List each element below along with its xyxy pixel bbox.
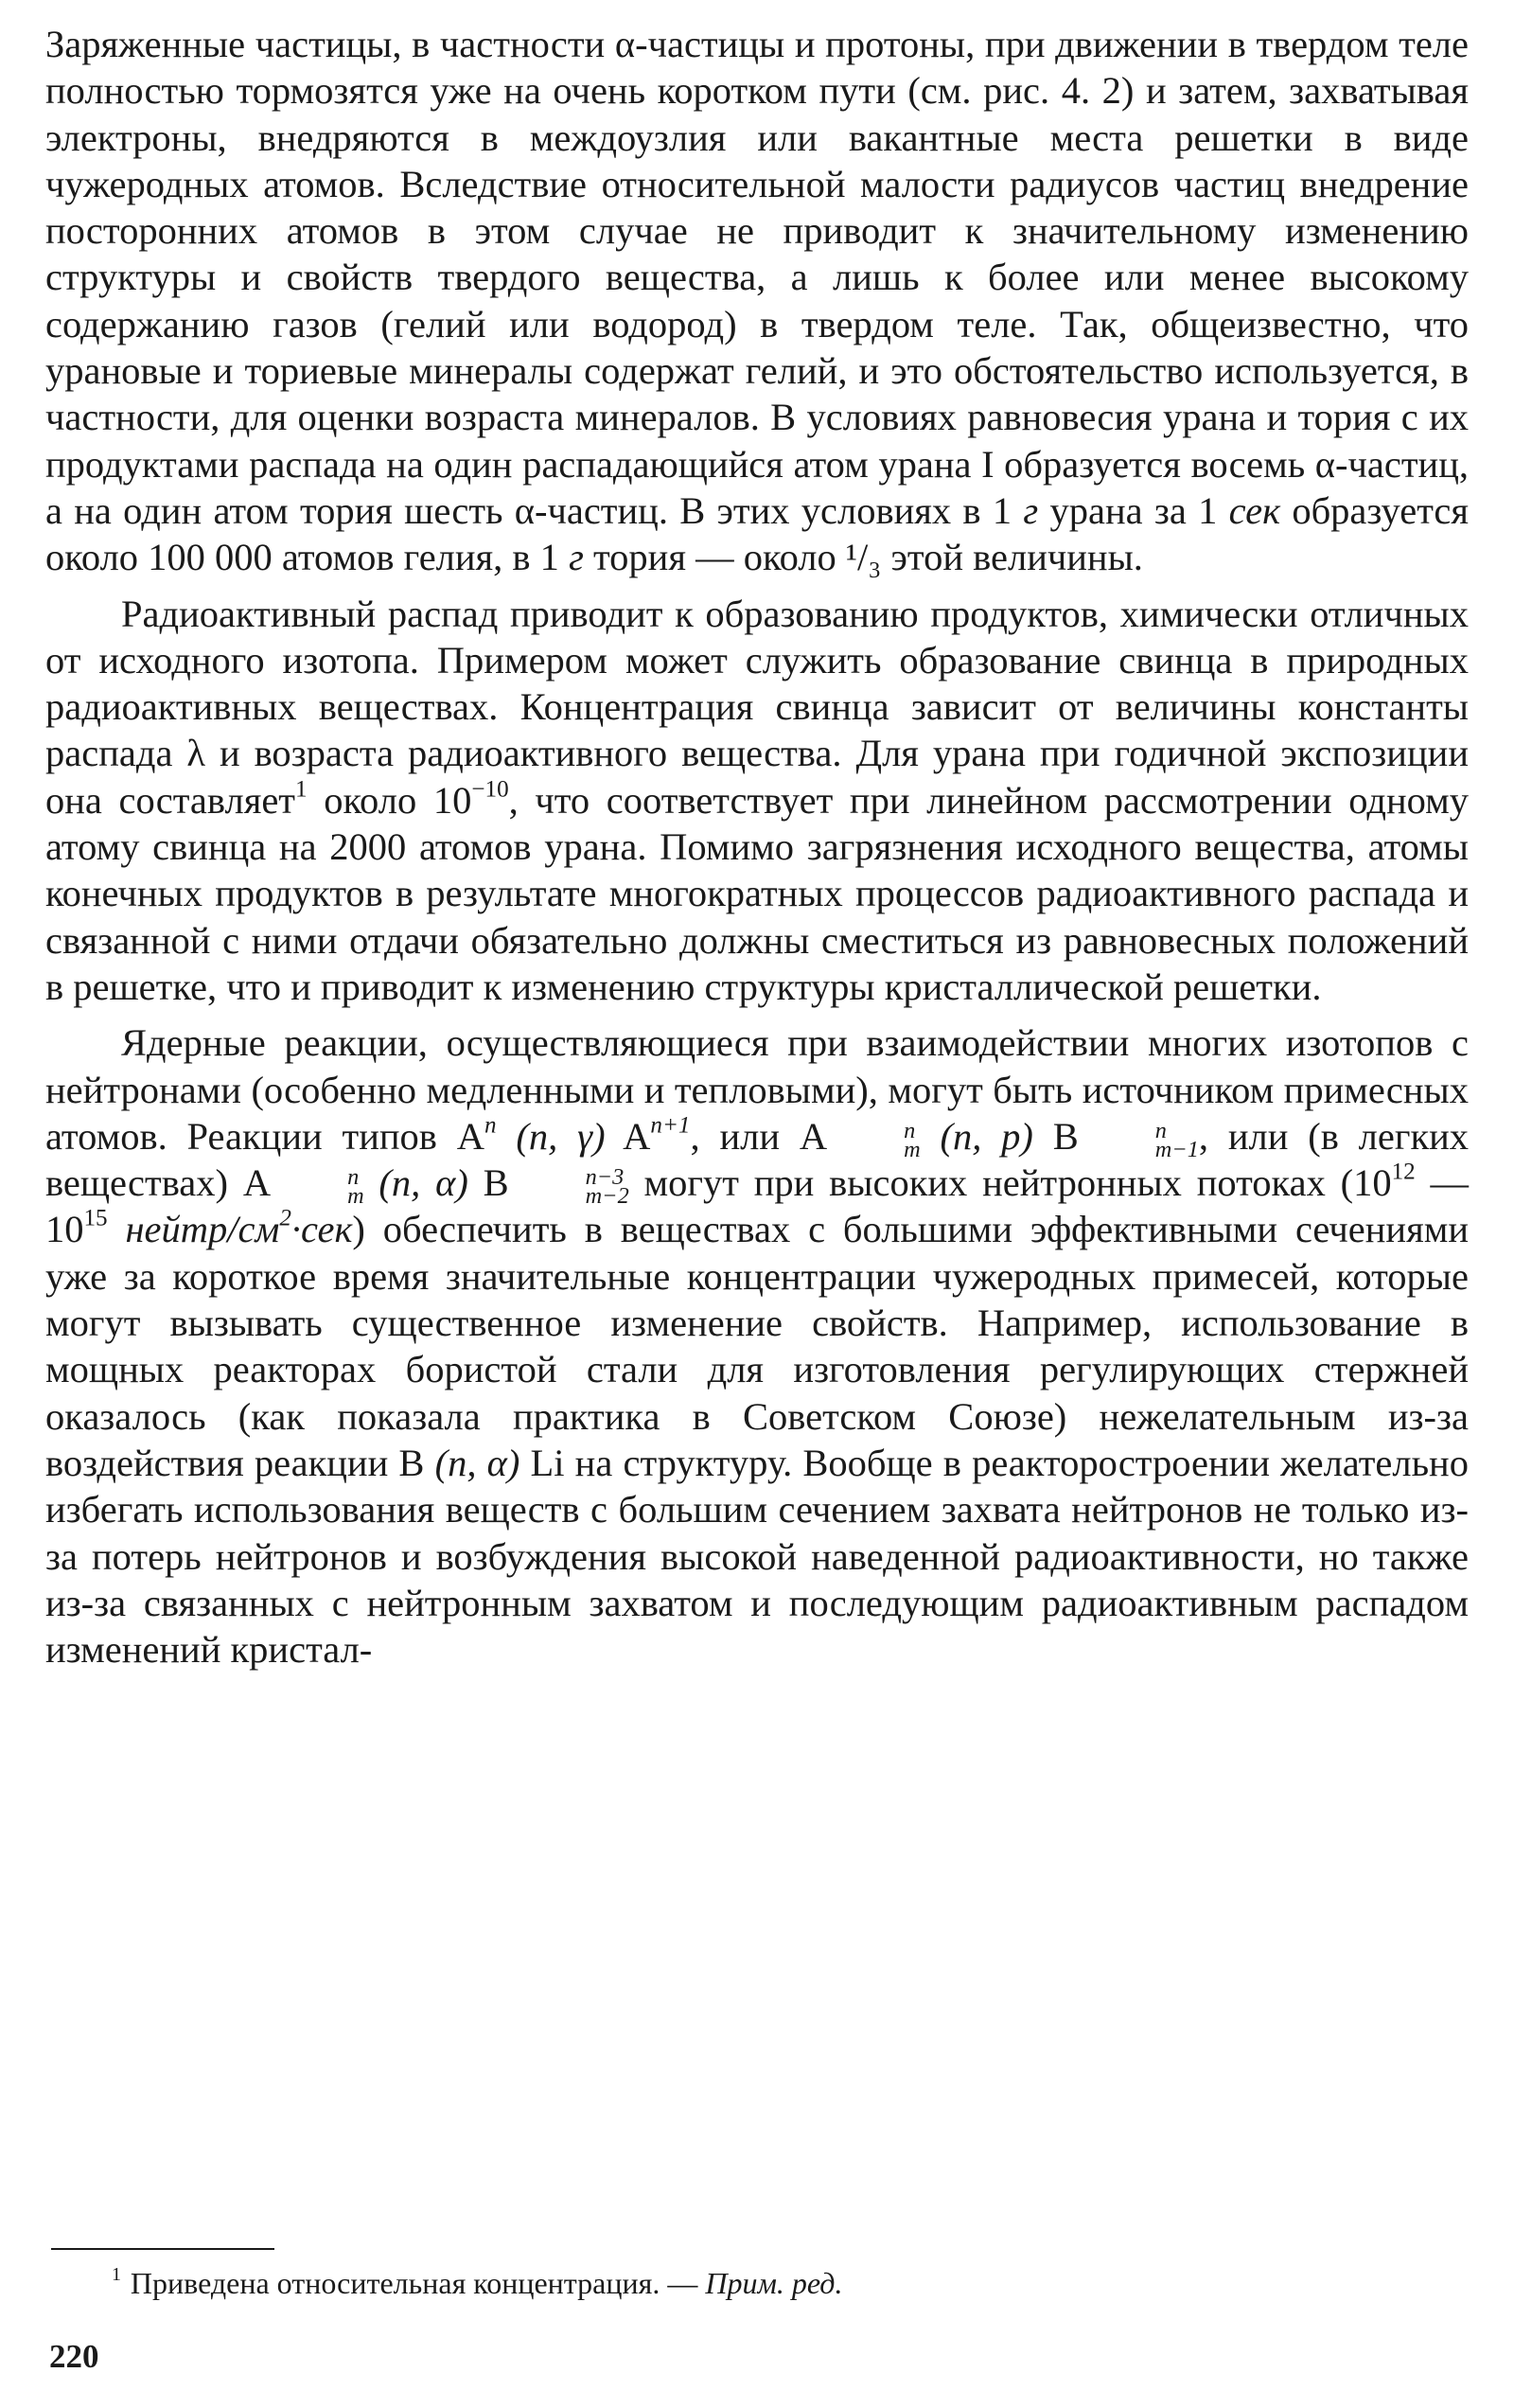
reaction-formula-3: A n m (n, α) B n−3 m−2 <box>242 1161 629 1209</box>
paragraph-text: ) обеспечить в веществах с большими эффективными сечениями уже за короткое время значительные концентрации чужеродных примесей, которые могут вызывать существенное изменение свойств. Например, использование в мощных реакторах бористой стали для изготовления регулирующих стержней оказалось (как показала практика в Советском Союзе) нежелательным из-за воздействия реакции B <box>45 1208 1470 1484</box>
paragraph-text: , что соответствует при линейном рассмотрении одному атому свинца на 2000 атомов урана. Помимо загрязнения исходного вещества, атомы конечных продуктов в результате многократных процессов радиоактивного распада и связанной с ними отдачи обязательно должны сместиться из равновесных положений в решетке, что и приводит к изменению структуры кристаллической решетки. <box>45 778 1470 1008</box>
paragraph-radioactive-decay <box>45 591 1469 1011</box>
paragraph-text: образуется около 100 000 атомов гелия, в 1 <box>45 488 1470 579</box>
paragraph-text: Ядерные реакции, осуществляющиеся при взаимодействии многих изотопов с нейтронами (особенно медленными и тепловыми), могут быть источником примесных атомов. Реакции типов <box>45 1021 1469 1158</box>
footnote-reference: 1 <box>295 776 308 803</box>
footnote-divider <box>51 2248 274 2250</box>
paragraph-text: , или (в легких веществах) <box>45 1114 1470 1205</box>
paragraph-text: Заряженные частицы, в частности α-частицы и протоны, при движении в твердом теле полностью тормозятся уже на очень коротком пути (см. рис. 4. 2) и затем, захватывая электроны, внедряются в междоузлия или вакантные места решетки в виде чужеродных атомов. Вследствие относительной малости радиусов частиц внедрение посторонних атомов в этом случае не приводит к значительному изменению структуры и свойств твердого вещества, а лишь к более или менее высокому содержанию газов (гелий или водород) в твердом теле. Так, общеизвестно, что урановые и ториевые минералы содержат гелий, и это обстоятельство используется, в частности, для оценки возраста минералов. В условиях равновесия урана и тория с их продуктами распада на один распадающийся атом урана I образуется восемь α-частиц, а на один атом тория шесть α-частиц. В этих условиях в 1 <box>45 23 1469 532</box>
footnote-text: Приведена относительная концентрация. — <box>130 2266 698 2300</box>
paragraph-text: тория — около <box>593 536 836 579</box>
paragraph-text: этой величины. <box>890 536 1143 579</box>
unit-second: сек <box>1228 488 1281 532</box>
exponent: 15 <box>83 1205 108 1231</box>
footnote-marker: 1 <box>112 2264 121 2286</box>
footnote <box>112 2264 1455 2302</box>
paragraph-text: урана за 1 <box>1049 488 1218 532</box>
paragraph-text: Li на структуру. Вообще в реакторостроении желательно избегать использования веществ с большим сечением захвата нейтронов не только из-за потерь нейтронов и возбуждения высокой наведенной радиоактивности, но также из-за связанных с нейтронным захватом и последующим радиоактивным распадом изменений кристал- <box>45 1441 1469 1672</box>
editor-note-label: Прим. ред. <box>705 2266 843 2300</box>
paragraph-text: могут при высоких нейтронных потоках (10 <box>643 1161 1392 1205</box>
paragraph-text: — 10 <box>45 1161 1470 1251</box>
unit-gram: г <box>569 536 584 579</box>
paragraph-text: , или <box>690 1114 780 1158</box>
reaction-formula-2: A n m (n, p) B n m−1 <box>799 1114 1199 1162</box>
reaction-formula-4: (n, α) <box>434 1441 520 1484</box>
paragraph-charged-particles <box>45 21 1469 581</box>
page-body <box>45 21 1469 1673</box>
fraction-one-third: ¹/₃ <box>845 536 882 579</box>
unit-gram: г <box>1023 488 1039 532</box>
exponent: −10 <box>471 776 509 803</box>
paragraph-text: Радиоактивный распад приводит к образованию продуктов, химически отличных от исходного изотопа. Примером может служить образование свинца в природных радиоактивных веществах. Концентрация свинца зависит от величины константы распада λ и возраста радиоактивного вещества. Для урана при годичной экспозиции она составляет <box>45 592 1469 822</box>
flux-unit: нейтр/$см^2\cdot сек$ <box>125 1205 353 1251</box>
paragraph-nuclear-reactions <box>45 1019 1469 1673</box>
paragraph-text: около 10 <box>324 778 472 822</box>
exponent: 12 <box>1391 1159 1416 1185</box>
reaction-formula-1: $A^n$ (n, γ) $A^{n+1}$ <box>456 1112 691 1158</box>
page-number: 220 <box>49 2338 99 2375</box>
